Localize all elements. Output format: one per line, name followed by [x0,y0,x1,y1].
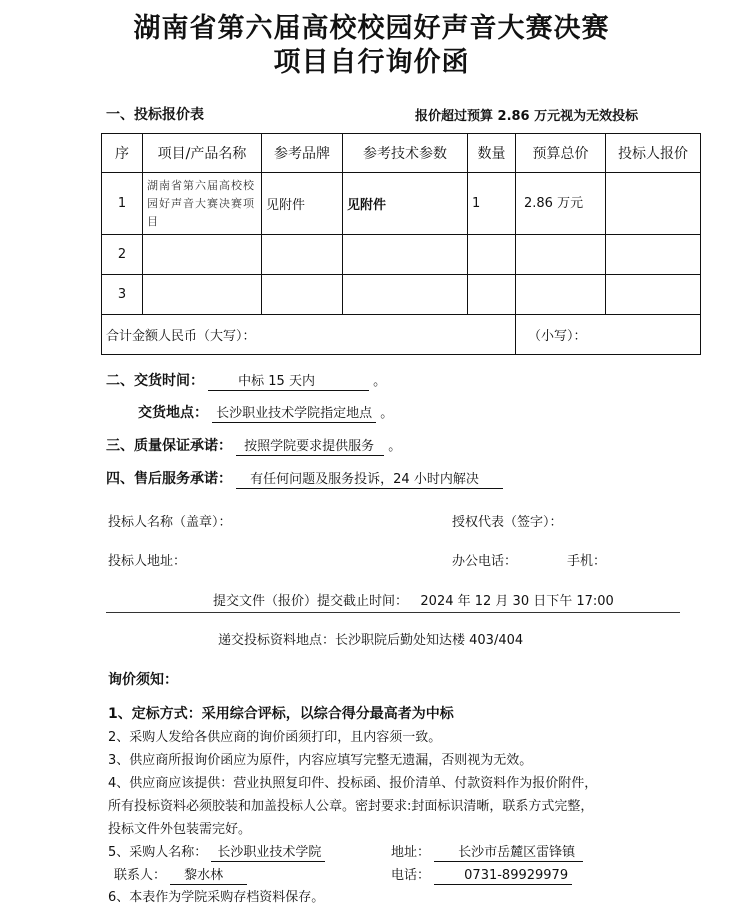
table-header: 投标人报价 [606,134,701,173]
office-phone-label: 办公电话： [452,554,518,569]
row-number: 3 [102,275,143,315]
row-budget [516,275,606,315]
delivery-place-label: 交货地点： [138,405,208,421]
quality-label: 三、质量保证承诺： [106,438,232,454]
contact-value: 黎水林 [170,864,247,885]
row-params [343,275,468,315]
notice-heading: 询价须知： [108,672,178,688]
total-small-label: （小写）： [516,315,701,355]
row-quantity [468,275,516,315]
document-title: 湖南省第六届高校校园好声音大赛决赛 [133,13,610,44]
table-row [102,275,701,315]
address-label: 地址： [391,845,431,860]
quality-value: 按照学院要求提供服务 [236,435,384,456]
table-header: 项目/产品名称 [143,134,262,173]
delivery-place-value: 长沙职业技术学院指定地点 [212,402,376,423]
table-header-row [102,134,701,173]
submit-location-text: 递交投标资料地点：长沙职院后勤处知达楼 403/404 [218,633,524,648]
table-header: 参考品牌 [262,134,343,173]
budget-note: 报价超过预算 2.86 万元视为无效投标 [415,109,639,124]
delivery-time-period: 。 [373,374,387,389]
bidder-address-label: 投标人地址： [108,554,187,569]
purchaser-label: 5、采购人名称： [108,845,208,860]
phone-value: 0731-89929979 [434,868,572,885]
table-header: 数量 [468,134,516,173]
row-number: 2 [102,235,143,275]
phone-label: 电话： [391,868,431,883]
row-budget [516,235,606,275]
row-bid[interactable] [606,173,701,235]
authorized-rep-label: 授权代表（签字）： [452,515,563,530]
row-bid[interactable] [606,235,701,275]
row-quantity: 1 [468,173,516,235]
row-bid[interactable] [606,275,701,315]
address-line [391,841,583,862]
table-row [102,235,701,275]
table-header: 参考技术参数 [343,134,468,173]
delivery-place-line [138,402,393,423]
notice-item-3: 3、供应商所报询价函应为原件，内容应填写完整无遗漏，否则视为无效。 [108,753,533,768]
divider [106,612,680,613]
row-item-name [143,235,262,275]
row-item-name: 湖南省第六届高校校园好声音大赛决赛项目 [143,173,262,235]
delivery-place-period: 。 [380,406,394,421]
row-item-name [143,275,262,315]
table-row [102,173,701,235]
document-subtitle: 项目自行询价函 [273,47,470,78]
notice-item-2: 2、采购人发给各供应商的询价函须打印，且内容须一致。 [108,730,442,745]
delivery-time-value: 中标 15 天内 [208,370,369,391]
contact-label: 联系人： [114,868,167,883]
purchaser-value: 长沙职业技术学院 [211,841,325,862]
row-brand [262,275,343,315]
notice-item-4-line2: 所有投标资料必须胶装和加盖投标人公章。密封要求:封面标识清晰，联系方式完整， [108,799,594,814]
quote-table [101,133,701,355]
after-sales-value: 有任何问题及服务投诉，24 小时内解决 [236,468,503,489]
purchaser-line [108,841,325,862]
quality-line [106,435,401,456]
row-brand [262,235,343,275]
delivery-time-line [106,370,386,391]
after-sales-line [106,468,503,489]
row-brand: 见附件 [262,173,343,235]
contact-line [114,864,247,885]
notice-item-6: 6、本表作为学院采购存档资料保存。 [108,890,325,905]
mobile-label: 手机： [567,554,607,569]
row-number: 1 [102,173,143,235]
row-budget: 2.86 万元 [516,173,606,235]
notice-item-4-line3: 投标文件外包装需完好。 [108,822,252,837]
row-quantity [468,235,516,275]
notice-item-1: 1、定标方式：采用综合评标，以综合得分最高者为中标 [108,706,454,722]
row-params: 见附件 [343,173,468,235]
quality-period: 。 [388,439,402,454]
delivery-time-label: 二、交货时间： [106,373,204,389]
table-header: 预算总价 [516,134,606,173]
row-params [343,235,468,275]
after-sales-label: 四、售后服务承诺： [106,471,232,487]
section1-heading: 一、投标报价表 [106,107,204,123]
phone-line [391,864,572,885]
deadline-text: 提交文件（报价）提交截止时间： 2024 年 12 月 30 日下午 17:00 [213,594,614,609]
table-header: 序 [102,134,143,173]
bidder-name-label: 投标人名称（盖章）： [108,515,232,530]
address-value: 长沙市岳麓区雷锋镇 [434,841,583,862]
total-caps-label: 合计金额人民币（大写）： [102,315,516,355]
notice-item-4-line1: 4、供应商应该提供：营业执照复印件、投标函、报价清单、付款资料作为报价附件， [108,776,598,791]
total-row [102,315,701,355]
